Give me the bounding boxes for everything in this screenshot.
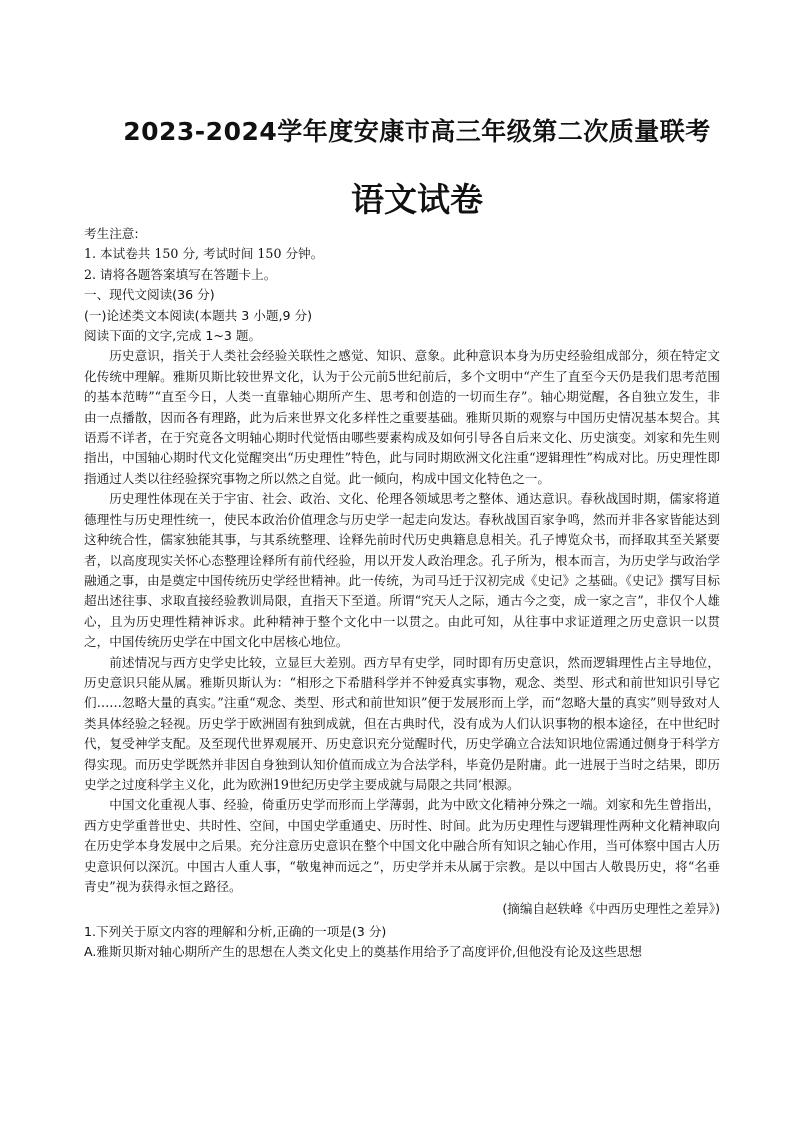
- exam-title: 2023-2024学年度安康市高三年级第二次质量联考: [123, 117, 711, 146]
- passage-paragraph: 历史理性体现在关于宇宙、社会、政治、文化、伦理各领域思考之整体、通达意识。春秋战国时期，儒家将道德理性与历史理性统一，使民本政治价值理念与历史学一起走向发达。春秋战国百家争鸣，然而并非各家皆能达到这种统合性，儒家独能其事，与其系统整理、诠释先前时代历史典籍息息相关。孔子博览众书，而择取其至关紧要者，以高度现实关怀心态整理诠释所有前代经验，用以开发人政治理念。孔子所为，根本而言，为历史学与政治学融通之事，由是奠定中国传统历史学经世精神。此一传统，为司马迁于汉初完成《史记》之基础。《史记》撰写目标超出述往事、求取直接经验教训局限，直指天下至道。所谓“究天人之际，通古今之变，成一家之言”，非仅个人雄心，且为历史理性精神诉求。此种精神于整个文化中一以贯之。由此可知，从往事中求证道理之历史意识一以贯之，中国传统历史学在中国文化中居核心地位。: [84, 491, 720, 650]
- exam-subject: 语文试卷: [351, 180, 483, 219]
- passage-paragraph: 前述情况与西方史学史比较，立显巨大差别。西方早有史学，同时即有历史意识，然而逻辑理性占主导地位，历史意识只能从属。雅斯贝斯认为：“相形之下希腊科学并不钟爱真实事物，观念、类型、形式和前世知识引导它们……忽略大量的真实。”注重“观念、类型、形式和前世知识”便于发展形而上学，而“忽略大量的真实”则导致对人类具体经验之轻视。历史学于欧洲固有独到成就，但在古典时代，没有成为人们认识事物的根本途径，在中世纪时代，复受神学支配。及至现代世界观展开、历史意识充分觉醒时代，历史学确立合法知识地位需通过侧身于科学方得实现。而历史学既然并非因自身独到认知价值而成立为合法学科，毕竟仍是附庸。此一进展于当时之结果，即历史学之过度科学主义化，此为欧洲19世纪历史学主要成就与局限之共同’根源。: [84, 654, 720, 792]
- notice-heading: 考生注意:: [84, 226, 139, 241]
- passage-paragraph: 中国文化重视人事、经验，倚重历史学而形而上学薄弱，此为中欧文化精神分殊之一端。刘家和先生曾指出，西方史学重普世史、共时性、空间，中国史学重通史、历时性、时间。此为历史理性与逻辑理性两种文化精神取向在历史学本身发展中之后果。充分注意历史意识在整个中国文化中融合所有知识之轴心作用，当可体察中国古人历史意识何以深沉。中国古人重人事，“敬鬼神而远之”，历史学并未从属于宗教。是以中国古人敬畏历史，将“名垂青史”视为获得永恒之路径。: [84, 797, 720, 894]
- notice-item: 2. 请将各题答案填写在答题卡上。: [84, 266, 277, 282]
- notice-item: 1. 本试卷共 150 分, 考试时间 150 分钟。: [84, 246, 324, 262]
- section-sub: (一)论述类文本阅读(本题共 3 小题,9 分): [84, 307, 313, 323]
- exam-content: [84, 224, 720, 963]
- section-part: 一、现代文阅读(36 分): [84, 287, 215, 303]
- section-instruction: 阅读下面的文字,完成 1~3 题。: [84, 328, 262, 344]
- passage-source: (摘编自赵轶峰《中西历史理性之差异》): [502, 901, 720, 917]
- question-option-a: A.雅斯贝斯对轴心期所产生的思想在人类文化史上的奠基作用给予了高度评价,但他没有论及这些思想: [84, 944, 642, 960]
- passage-paragraph: 历史意识，指关于人类社会经验关联性之感觉、知识、意象。此种意识本身为历史经验组成部分，须在特定文化传统中理解。雅斯贝斯比较世界文化，认为于公元前5世纪前后，多个文明中“产生了直至今天仍是我们思考范围的基本范畴”“直至今日，人类一直靠轴心期所产生、思考和创造的一切而生存”。轴心期觉醒，各自独立发生，非由一点播散，因而各有理路，此为后来世界文化多样性之重要基础。雅斯贝斯的观察与中国历史情况基本契合。其语焉不详者，在于究竟各文明轴心期时代觉悟由哪些要素构成及如何引导各自后来文化、历史演变。刘家和先生则指出，中国轴心期时代文化觉醒突出“历史理性”特色，此与同时期欧洲文化注重“逻辑理性”构成对比。历史理性即指通过人类以往经验探究事物之所以然之自觉。此一倾向，构成中国文化特色之一。: [84, 348, 720, 486]
- question-stem: 1.下列关于原文内容的理解和分析,正确的一项是(3 分): [84, 923, 387, 939]
